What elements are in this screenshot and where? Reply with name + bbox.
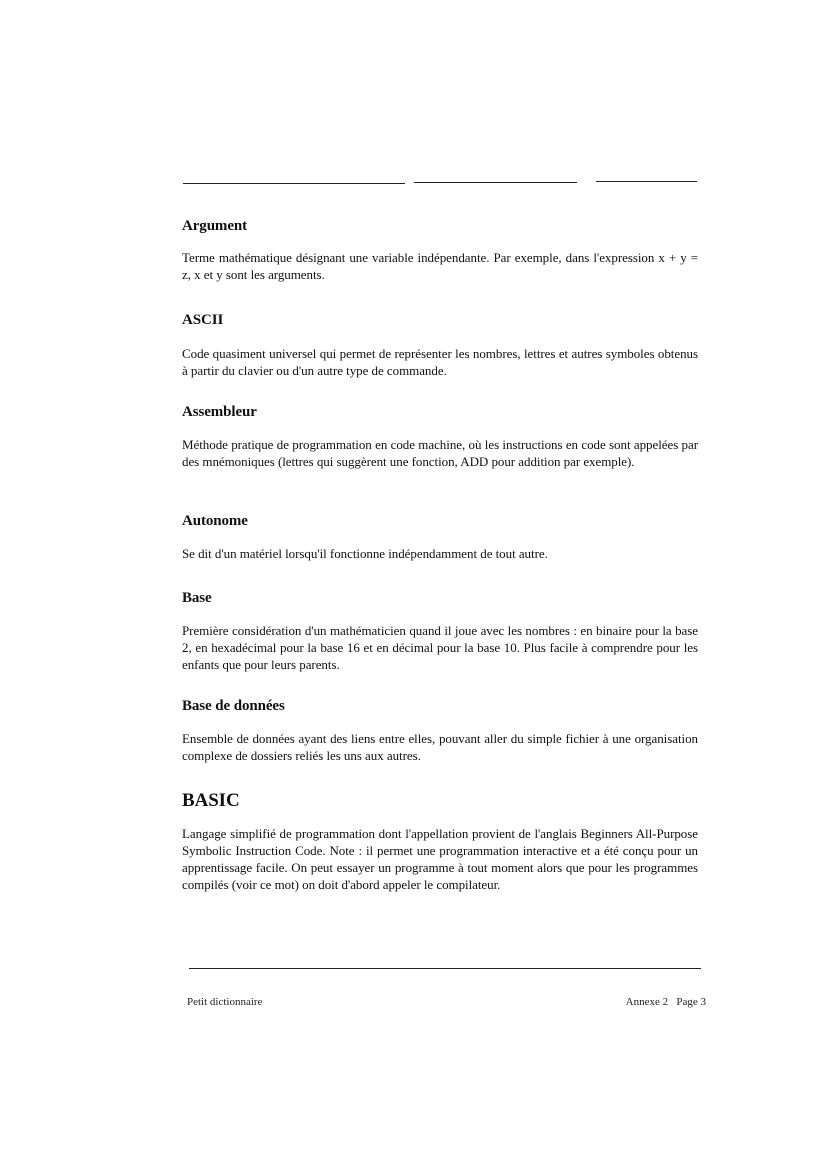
entry-assembleur (182, 403, 698, 470)
footer-page-number: Annexe 2 Page 3 (625, 996, 706, 1008)
entry-term: Base (182, 590, 212, 606)
header-rule-2 (414, 182, 577, 183)
entry-term: BASIC (182, 790, 240, 811)
entry-definition: Terme mathématique désignant une variable indépendante. Par exemple, dans l'expression x + y = z, x et y sont les arguments. (182, 250, 698, 282)
entry-definition: Première considération d'un mathématicien quand il joue avec les nombres : en binaire pour la base 2, en hexadécimal pour la base 16 et en décimal pour la base 10. Plus facile à comprendre pour les enfants que pour leurs parents. (182, 623, 698, 672)
entry-term: Assembleur (182, 404, 257, 420)
entry-term: Autonome (182, 513, 248, 529)
entry-base-de-donnees (182, 697, 698, 764)
entry-definition: Code quasiment universel qui permet de représenter les nombres, lettres et autres symboles obtenus à partir du clavier ou d'un autre type de commande. (182, 346, 698, 378)
entry-base (182, 589, 698, 673)
entry-term: Base de données (182, 698, 285, 714)
footer-title: Petit dictionnaire (187, 996, 263, 1008)
footer-rule (189, 968, 701, 969)
entry-basic (182, 790, 698, 893)
entry-argument (182, 217, 698, 283)
entry-definition: Langage simplifié de programmation dont l'appellation provient de l'anglais Beginners All-Purpose Symbolic Instruction Code. Note : il permet une programmation interactive et a été conçu pour un apprentissage facile. On peut essayer un programme à tout moment alors que pour les programmes compilés (voir ce mot) on doit d'abord appeler le compilateur. (182, 826, 698, 892)
header-rule-1 (183, 183, 405, 184)
entry-autonome (182, 512, 698, 562)
header-rule-3 (596, 181, 697, 182)
entry-term: ASCII (182, 312, 224, 328)
entry-definition: Ensemble de données ayant des liens entre elles, pouvant aller du simple fichier à une organisation complexe de dossiers reliés les uns aux autres. (182, 731, 698, 763)
entry-term: Argument (182, 218, 248, 234)
entry-ascii (182, 311, 698, 379)
entry-definition: Se dit d'un matériel lorsqu'il fonctionne indépendamment de tout autre. (182, 546, 548, 561)
entry-definition: Méthode pratique de programmation en code machine, où les instructions en code sont appelées par des mnémoniques (lettres qui suggèrent une fonction, ADD pour addition par exemple). (182, 437, 698, 469)
